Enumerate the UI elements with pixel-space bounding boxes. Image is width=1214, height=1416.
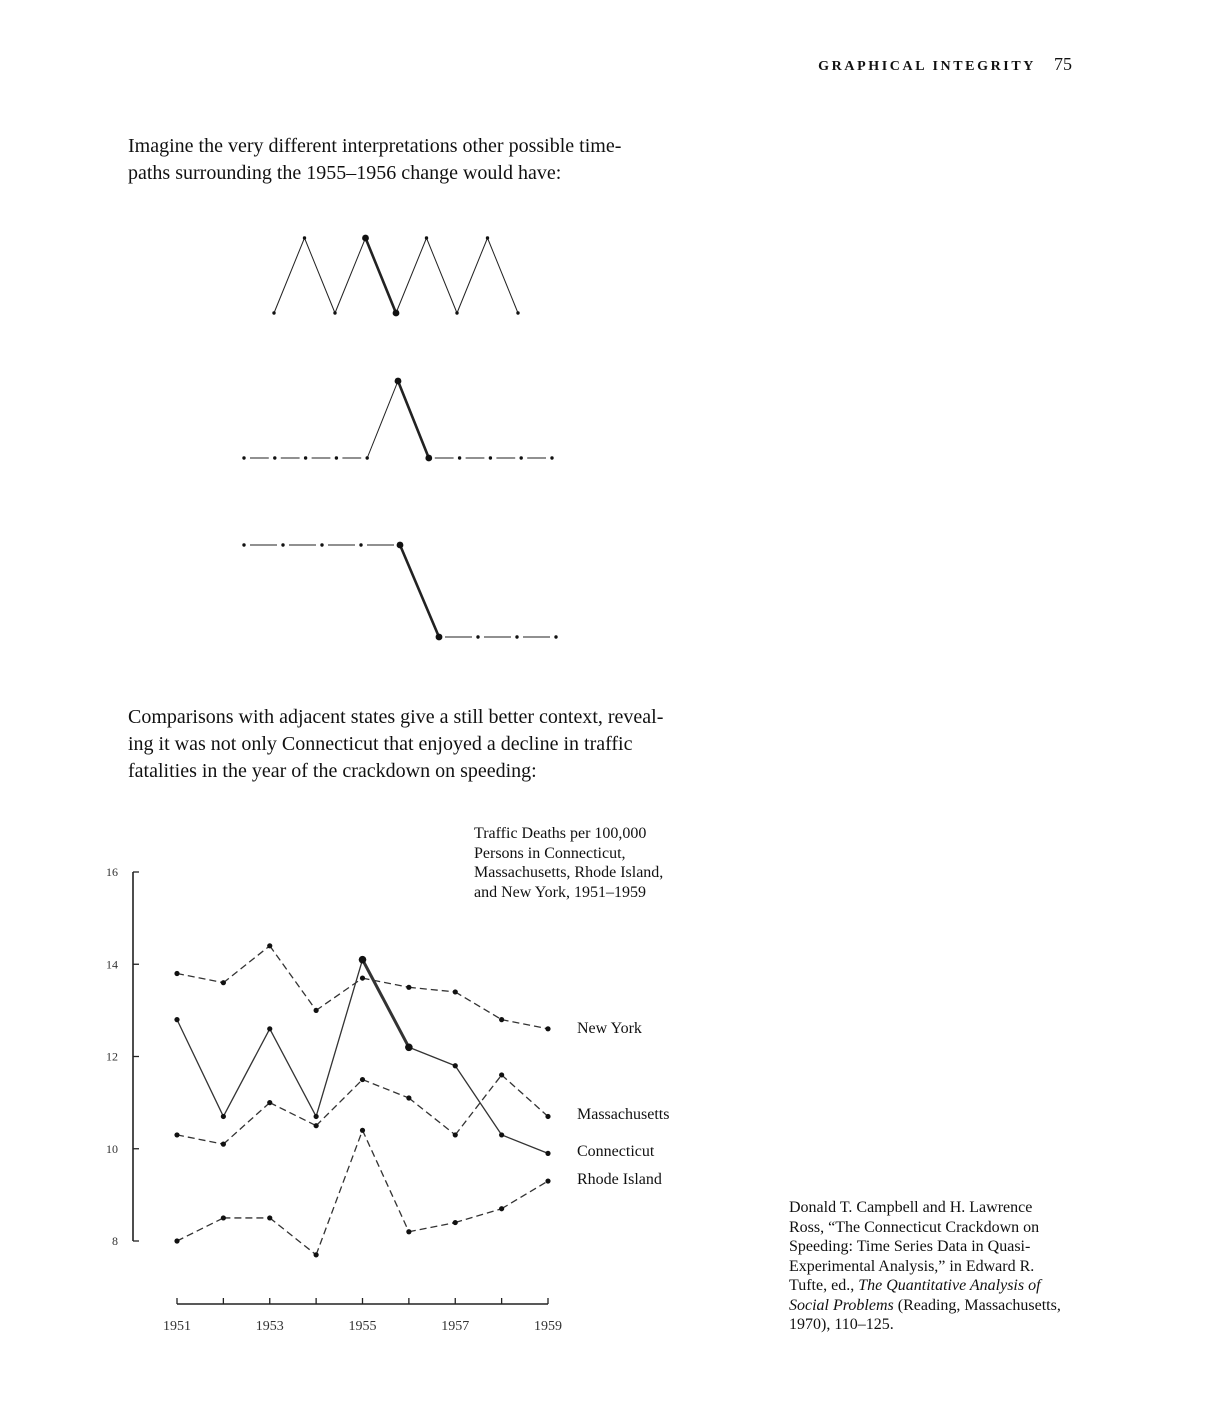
y-tick-label: 16 <box>106 865 118 879</box>
caption-line: Speeding: Time Series Data in Quasi- <box>789 1238 1031 1255</box>
sketch-3-point <box>476 635 479 638</box>
chart-title-line: and New York, 1951–1959 <box>474 883 646 901</box>
sketch-1-point <box>425 236 428 239</box>
rhode-island-point <box>360 1128 365 1133</box>
connecticut-segment <box>223 1029 269 1117</box>
x-tick-label: 1951 <box>163 1319 191 1334</box>
massachusetts-point <box>545 1114 550 1119</box>
new-york-point <box>221 980 226 985</box>
sketch-1-segment <box>427 238 458 313</box>
running-head-title: GRAPHICAL INTEGRITY <box>818 59 1036 74</box>
chart-title-line: Persons in Connecticut, <box>474 844 626 862</box>
sketch-2-point <box>489 456 492 459</box>
connecticut-point <box>499 1132 504 1137</box>
massachusetts-point <box>406 1095 411 1100</box>
rhode-island-segment <box>270 1218 316 1255</box>
sketch-1-point <box>516 311 519 314</box>
rhode-island-segment <box>455 1209 501 1223</box>
rhode-island-point <box>267 1215 272 1220</box>
rhode-island-point <box>545 1178 550 1183</box>
massachusetts-point <box>267 1100 272 1105</box>
new-york-segment <box>363 978 409 987</box>
sketch-2-point <box>273 456 276 459</box>
sketch-1-point <box>272 311 275 314</box>
connecticut-point <box>314 1114 319 1119</box>
x-tick-label: 1955 <box>348 1319 377 1334</box>
sketch-3-point <box>554 635 557 638</box>
sketch-1-segment <box>274 238 305 313</box>
massachusetts-point <box>314 1123 319 1128</box>
sketch-3-point <box>515 635 518 638</box>
connecticut-label: Connecticut <box>577 1143 655 1160</box>
y-tick-label: 14 <box>106 957 118 972</box>
y-tick-label: 10 <box>106 1141 118 1156</box>
rhode-island-segment <box>409 1223 455 1232</box>
massachusetts-segment <box>363 1080 409 1098</box>
new-york-point <box>453 989 458 994</box>
connecticut-segment <box>177 1020 223 1117</box>
new-york-segment <box>223 946 269 983</box>
sketch-1-segment <box>305 238 336 313</box>
rhode-island-point <box>453 1220 458 1225</box>
connecticut-segment <box>502 1135 548 1153</box>
chart-title-line: Massachusetts, Rhode Island, <box>474 864 664 881</box>
sketch-3-segment <box>400 545 439 637</box>
caption-book-title: Social Problems <box>789 1296 894 1314</box>
new-york-point <box>360 975 365 980</box>
sketch-1-point <box>333 311 336 314</box>
caption-line: Tufte, ed., <box>789 1277 859 1294</box>
sketch-2-point <box>335 456 338 459</box>
new-york-point <box>314 1008 319 1013</box>
sketch-2-point <box>366 456 369 459</box>
caption-line: 1970), 110–125. <box>789 1316 894 1333</box>
caption-line: Ross, “The Connecticut Crackdown on <box>789 1218 1040 1236</box>
rhode-island-point <box>314 1252 319 1257</box>
connecticut-point <box>545 1151 550 1156</box>
new-york-point <box>174 971 179 976</box>
y-tick-label: 8 <box>112 1234 118 1248</box>
new-york-segment <box>502 1020 548 1029</box>
page-number: 75 <box>1054 54 1072 74</box>
sketch-1-point <box>455 311 458 314</box>
rhode-island-segment <box>177 1218 223 1241</box>
intro-line: paths surrounding the 1955–1956 change would have: <box>128 162 562 184</box>
connecticut-point <box>174 1017 179 1022</box>
massachusetts-segment <box>409 1098 455 1135</box>
sketch-3-point <box>320 543 323 546</box>
sketch-2-point <box>458 456 461 459</box>
rhode-island-label: Rhode Island <box>577 1171 662 1188</box>
sketch-1-segment <box>366 238 397 313</box>
connecticut-segment <box>316 960 362 1117</box>
massachusetts-segment <box>177 1135 223 1144</box>
sketch-3-point <box>242 543 245 546</box>
traffic-deaths-chart <box>106 865 669 1334</box>
rhode-island-point <box>499 1206 504 1211</box>
sketch-1-segment <box>457 238 488 313</box>
massachusetts-segment <box>502 1075 548 1117</box>
caption-book-title: The Quantitative Analysis of <box>858 1277 1041 1294</box>
sketch-2-segment <box>367 381 398 458</box>
comparison-line: Comparisons with adjacent states give a still better context, reveal- <box>128 706 664 728</box>
massachusetts-segment <box>316 1080 362 1126</box>
connecticut-point <box>453 1063 458 1068</box>
sketch-2-point <box>520 456 523 459</box>
new-york-label: New York <box>577 1020 642 1037</box>
connecticut-point <box>221 1114 226 1119</box>
massachusetts-segment <box>270 1103 316 1126</box>
connecticut-segment <box>409 1047 455 1065</box>
connecticut-point <box>267 1026 272 1031</box>
massachusetts-point <box>499 1072 504 1077</box>
sketch-3-point <box>281 543 284 546</box>
sketch-1-point <box>303 236 306 239</box>
massachusetts-point <box>174 1132 179 1137</box>
x-tick-label: 1959 <box>534 1319 562 1334</box>
new-york-segment <box>409 987 455 992</box>
comparison-line: ing it was not only Connecticut that enjoyed a decline in traffic <box>128 733 633 755</box>
rhode-island-segment <box>502 1181 548 1209</box>
rhode-island-point <box>406 1229 411 1234</box>
sketch-3-point <box>436 634 443 641</box>
sketch-1-point <box>486 236 489 239</box>
connecticut-segment <box>455 1066 501 1135</box>
sketch-2-point <box>425 455 432 462</box>
new-york-point <box>267 943 272 948</box>
sketch-2-segment <box>398 381 429 458</box>
hypothetical-sketches <box>242 235 557 641</box>
new-york-point <box>406 985 411 990</box>
sketch-3-point <box>397 542 404 549</box>
rhode-island-segment <box>316 1130 362 1255</box>
rhode-island-point <box>174 1238 179 1243</box>
sketch-1-segment <box>488 238 519 313</box>
intro-line: Imagine the very different interpretations other possible time- <box>128 135 622 157</box>
caption-line: (Reading, Massachusetts, <box>893 1296 1061 1314</box>
sketch-2-point <box>304 456 307 459</box>
new-york-segment <box>270 946 316 1011</box>
sketch-1-point <box>362 235 369 242</box>
connecticut-point <box>405 1043 413 1051</box>
new-york-point <box>499 1017 504 1022</box>
sketch-2-point <box>395 378 402 385</box>
massachusetts-point <box>360 1077 365 1082</box>
rhode-island-point <box>221 1215 226 1220</box>
rhode-island-segment <box>363 1130 409 1231</box>
x-tick-label: 1957 <box>441 1319 470 1334</box>
new-york-segment <box>177 973 223 982</box>
caption-line: Donald T. Campbell and H. Lawrence <box>789 1199 1033 1216</box>
x-tick-label: 1953 <box>255 1319 284 1334</box>
connecticut-segment <box>363 960 409 1048</box>
connecticut-point <box>359 956 367 964</box>
y-tick-label: 12 <box>106 1049 118 1064</box>
new-york-segment <box>455 992 501 1020</box>
sketch-1-segment <box>396 238 427 313</box>
massachusetts-point <box>453 1132 458 1137</box>
new-york-point <box>545 1026 550 1031</box>
massachusetts-segment <box>455 1075 501 1135</box>
sketch-1-segment <box>335 238 366 313</box>
massachusetts-segment <box>223 1103 269 1145</box>
sketch-3-point <box>359 543 362 546</box>
massachusetts-label: Massachusetts <box>577 1106 670 1123</box>
connecticut-segment <box>270 1029 316 1117</box>
massachusetts-point <box>221 1142 226 1147</box>
sketch-1-point <box>393 310 400 317</box>
chart-title-line: Traffic Deaths per 100,000 <box>474 825 647 842</box>
comparison-line: fatalities in the year of the crackdown on speeding: <box>128 760 537 782</box>
sketch-2-point <box>550 456 553 459</box>
caption-line: Experimental Analysis,” in Edward R. <box>789 1257 1035 1275</box>
sketch-2-point <box>242 456 245 459</box>
